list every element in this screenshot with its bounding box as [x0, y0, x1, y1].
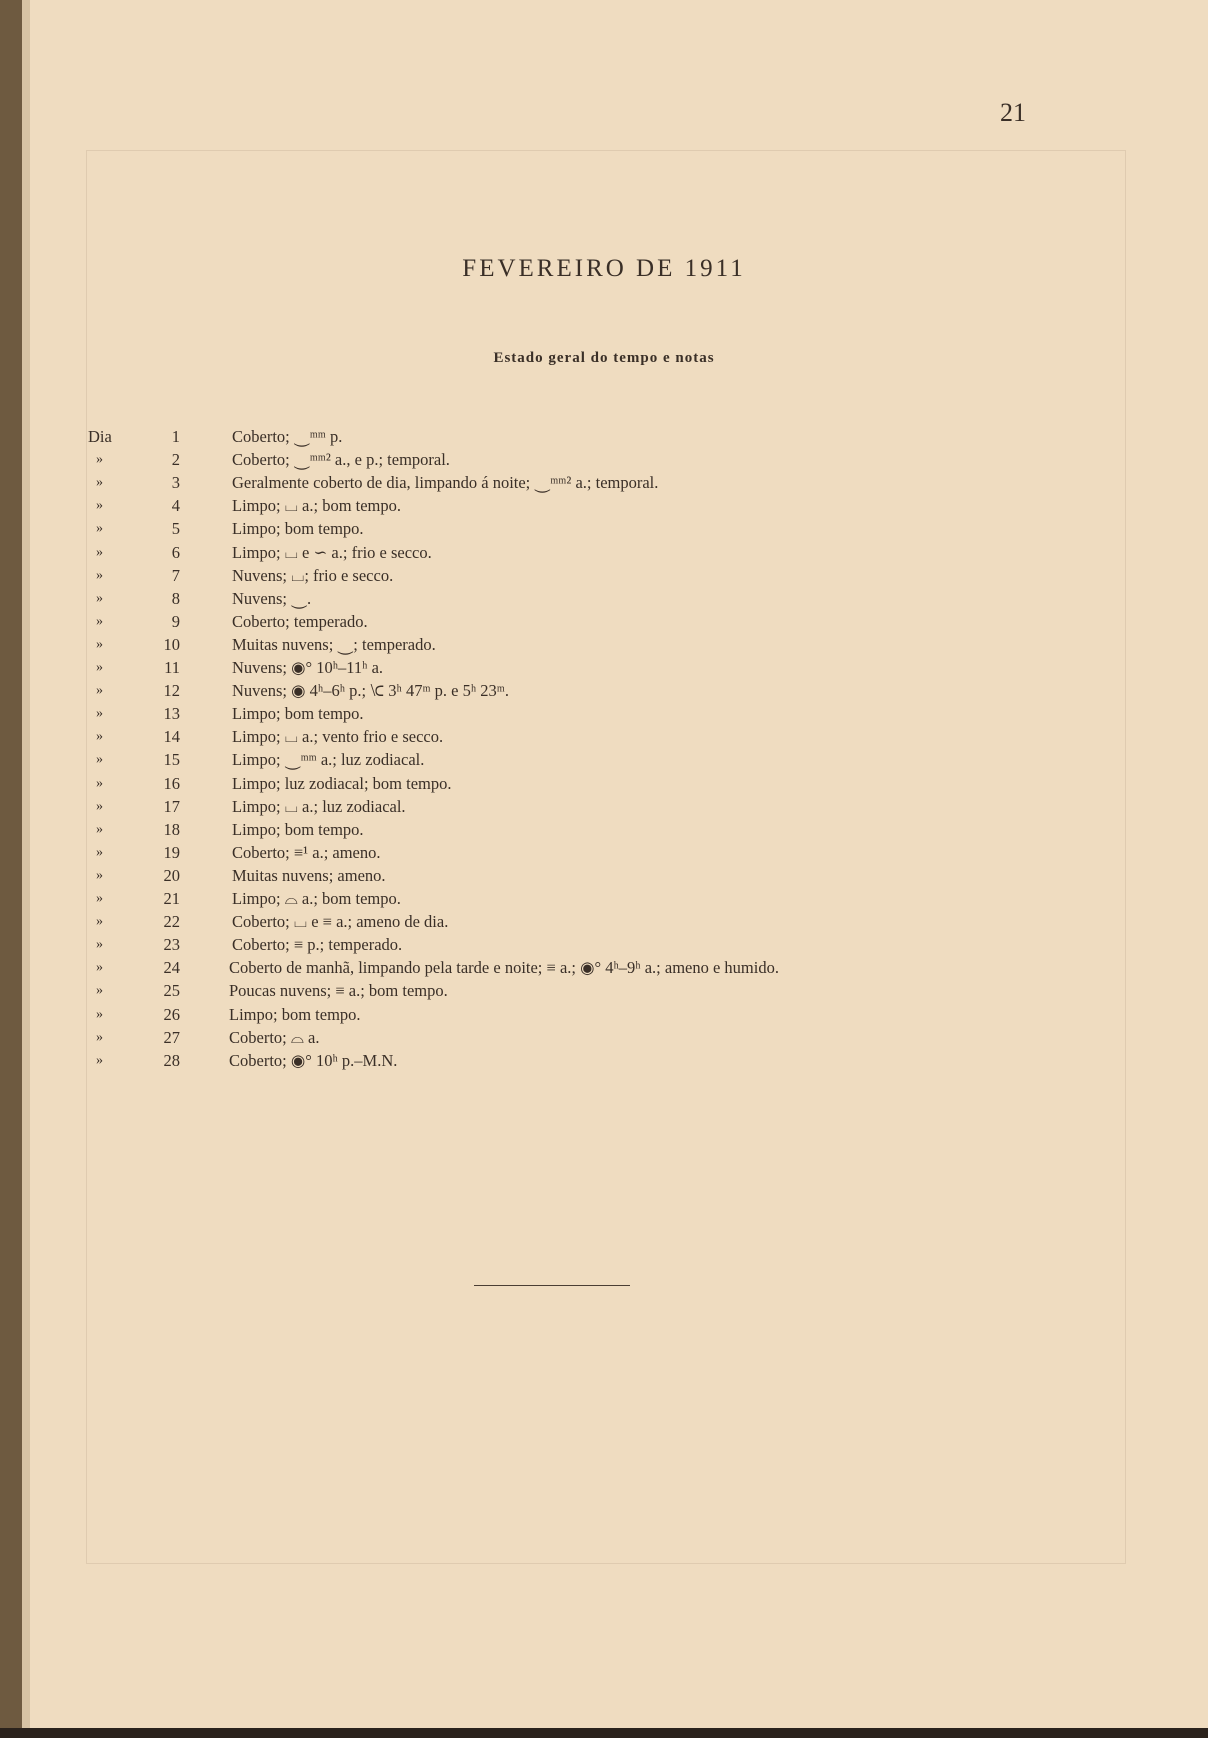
day-number: 19	[163, 842, 180, 862]
list-item	[0, 610, 1208, 633]
list-item	[0, 818, 1208, 841]
weather-note: Limpo; ⏝ᵐᵐ a.; luz zodiacal.	[232, 750, 425, 770]
list-item	[0, 494, 1208, 517]
day-number: 21	[163, 889, 180, 908]
weather-note: Limpo; ⌴ a.; vento frio e secco.	[232, 727, 444, 747]
day-number: 1	[171, 427, 180, 446]
day-number: 22	[163, 912, 180, 932]
closing-rule	[474, 1285, 630, 1286]
ditto-mark: »	[96, 521, 103, 537]
weather-note: Poucas nuvens; ≡ a.; bom tempo.	[229, 981, 448, 1001]
bottom-edge	[0, 1728, 1208, 1738]
list-item	[0, 979, 1208, 1002]
list-item	[0, 633, 1208, 656]
ditto-mark: »	[96, 452, 103, 468]
day-number: 27	[163, 1027, 180, 1047]
ditto-mark: »	[96, 914, 103, 930]
weather-note: Limpo; bom tempo.	[232, 704, 364, 724]
day-number: 20	[163, 865, 180, 885]
weather-note: Limpo; bom tempo.	[229, 1004, 361, 1024]
weather-note: Coberto; ≡¹ a.; ameno.	[232, 842, 381, 862]
list-item	[0, 656, 1208, 679]
list-item	[0, 1049, 1208, 1072]
ditto-mark: »	[96, 1006, 103, 1022]
day-number: 13	[163, 704, 180, 724]
ditto-mark: »	[96, 729, 103, 745]
day-number: 16	[163, 773, 180, 793]
ditto-mark: »	[96, 567, 103, 583]
day-number: 26	[163, 1004, 180, 1024]
ditto-mark: »	[96, 1029, 103, 1045]
day-number: 17	[163, 796, 180, 816]
weather-note: Coberto; ⏝ᵐᵐ p.	[232, 427, 343, 446]
ditto-mark: »	[96, 960, 103, 976]
ditto-mark: »	[96, 498, 103, 514]
list-item	[0, 517, 1208, 540]
day-column-label: Dia	[88, 427, 112, 446]
list-item	[0, 887, 1208, 910]
weather-note: Limpo; ⌓ a.; bom tempo.	[232, 889, 401, 908]
page-title: FEVEREIRO DE 1911	[462, 255, 746, 282]
list-item	[0, 541, 1208, 564]
day-number: 4	[171, 496, 180, 516]
list-item	[0, 933, 1208, 956]
list-item	[0, 864, 1208, 887]
weather-note: Coberto; ≡ p.; temperado.	[232, 935, 403, 955]
list-item	[0, 1026, 1208, 1049]
ditto-mark: »	[96, 844, 103, 860]
ditto-mark: »	[96, 590, 103, 606]
ditto-mark: »	[96, 475, 103, 491]
weather-note: Limpo; ⌴ a.; bom tempo.	[232, 496, 402, 516]
day-number: 18	[163, 819, 180, 839]
ditto-mark: »	[96, 636, 103, 652]
weather-note: Coberto de manhã, limpando pela tarde e noite; ≡ a.; ◉° 4ʰ–9ʰ a.; ameno e humido.	[229, 958, 779, 978]
weather-note: Nuvens; ⏝.	[232, 588, 312, 608]
list-item	[0, 425, 1208, 448]
ditto-mark: »	[96, 775, 103, 791]
weather-note: Coberto; ⌴ e ≡ a.; ameno de dia.	[232, 912, 449, 932]
list-item	[0, 725, 1208, 748]
day-number: 9	[171, 611, 180, 631]
day-number: 11	[164, 658, 180, 677]
list-item	[0, 748, 1208, 771]
list-item	[0, 1003, 1208, 1026]
weather-note: Coberto; ⌓ a.	[229, 1027, 320, 1047]
day-number: 5	[171, 519, 180, 539]
list-item	[0, 448, 1208, 471]
day-number: 24	[163, 958, 180, 978]
list-item	[0, 841, 1208, 864]
weather-note: Limpo; bom tempo.	[232, 519, 364, 539]
ditto-mark: »	[96, 752, 103, 768]
weather-note: Limpo; ⌴ e ∽ a.; frio e secco.	[232, 542, 432, 562]
list-item	[0, 956, 1208, 979]
weather-note: Coberto; ◉° 10ʰ p.–M.N.	[229, 1050, 398, 1070]
weather-note: Coberto; temperado.	[232, 611, 368, 631]
ditto-mark: »	[96, 706, 103, 722]
list-item	[0, 702, 1208, 725]
day-number: 3	[171, 473, 180, 493]
ditto-mark: »	[96, 798, 103, 814]
list-item	[0, 564, 1208, 587]
list-item	[0, 772, 1208, 795]
list-item	[0, 795, 1208, 818]
day-number: 8	[171, 588, 180, 608]
ditto-mark: »	[96, 613, 103, 629]
list-item	[0, 910, 1208, 933]
day-number: 15	[163, 750, 180, 770]
ditto-mark: »	[96, 867, 103, 883]
list-item	[0, 587, 1208, 610]
day-number: 7	[171, 565, 180, 585]
ditto-mark: »	[96, 821, 103, 837]
weather-note: Nuvens; ◉° 10ʰ–11ʰ a.	[232, 658, 384, 677]
weather-note: Limpo; bom tempo.	[232, 819, 364, 839]
day-number: 10	[163, 634, 180, 654]
day-number: 12	[163, 681, 180, 701]
day-number: 28	[163, 1050, 180, 1070]
ditto-mark: »	[96, 660, 103, 675]
weather-note: Limpo; luz zodiacal; bom tempo.	[232, 773, 452, 793]
day-number: 14	[163, 727, 180, 747]
weather-note: Nuvens; ◉ 4ʰ–6ʰ p.; ⟈ 3ʰ 47ᵐ p. e 5ʰ 23ᵐ.	[232, 681, 509, 701]
weather-note: Muitas nuvens; ⏝; temperado.	[232, 634, 436, 654]
ditto-mark: »	[96, 1052, 103, 1068]
ditto-mark: »	[96, 937, 103, 953]
weather-note: Limpo; ⌴ a.; luz zodiacal.	[232, 796, 406, 816]
ditto-mark: »	[96, 983, 103, 999]
day-number: 2	[171, 450, 180, 470]
day-number: 23	[163, 935, 180, 955]
weather-note: Nuvens; ⌴; frio e secco.	[232, 565, 394, 585]
day-number: 6	[171, 542, 180, 562]
page-number: 21	[1000, 98, 1026, 127]
ditto-mark: »	[96, 891, 103, 906]
weather-note: Coberto; ⏝ᵐᵐ² a., e p.; temporal.	[232, 450, 450, 470]
page-subtitle: Estado geral do tempo e notas	[493, 350, 715, 366]
ditto-mark: »	[96, 544, 103, 560]
ditto-mark: »	[96, 683, 103, 699]
list-item	[0, 679, 1208, 702]
weather-note: Geralmente coberto de dia, limpando á noite; ⏝ᵐᵐ² a.; temporal.	[232, 473, 659, 493]
list-item	[0, 471, 1208, 494]
day-number: 25	[163, 981, 180, 1001]
weather-note: Muitas nuvens; ameno.	[232, 865, 386, 885]
